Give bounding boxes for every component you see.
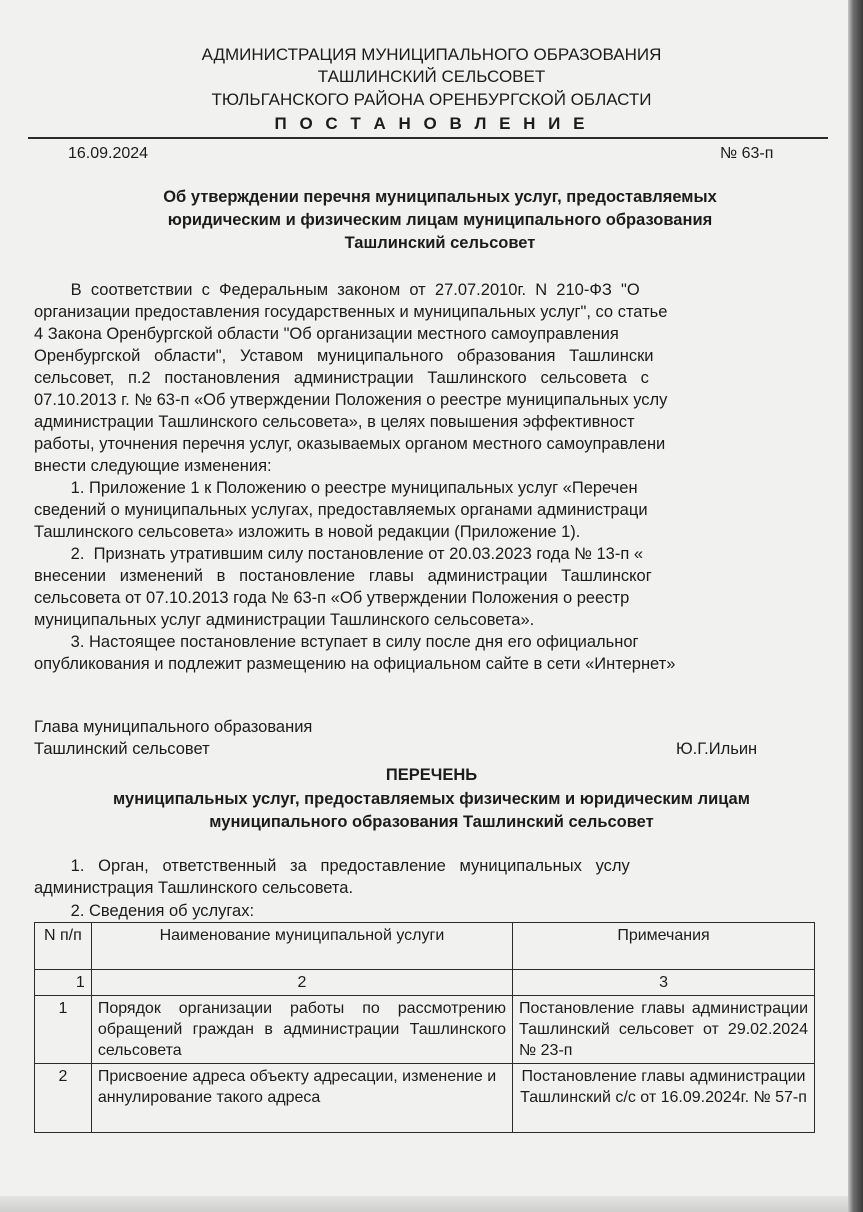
body-line: Ташлинского сельсовета» изложить в новой редакции (Приложение 1). [34,523,581,541]
body-line: внести следующие изменения: [34,457,272,475]
body-line: 07.10.2013 г. № 63-п «Об утверждении Положения о реестре муниципальных услу [34,391,668,409]
document-type: П О С Т А Н О В Л Е Н И Е [274,114,589,133]
body-line: опубликования и подлежит размещению на официальном сайте в сети «Интернет» [34,655,676,673]
numbering-cell: 3 [513,970,815,996]
table-row [35,996,815,1064]
list-subheading-1: муниципальных услуг, предоставляемых физическим и юридическим лицам [113,790,750,808]
body-line: сельсовет, п.2 постановления администрации Ташлинского сельсовета с [34,369,649,387]
body-line: 1. Приложение 1 к Положению о реестре муниципальных услуг «Перечен [34,479,638,497]
services-table [34,922,815,1133]
header-number: N п/п [35,923,92,970]
body-line: В соответствии с Федеральным законом от 27.07.2010г. N 210-ФЗ "О [34,281,640,299]
row-note: Постановление главы администрации Ташлинский с/с от 16.09.2024г. № 57-п [513,1064,815,1133]
list-item-2: 2. Сведения об услугах: [34,902,255,920]
row-number: 1 [35,996,92,1064]
header-divider [28,137,828,139]
body-line: работы, уточнения перечня услуг, оказываемых органом местного самоуправлени [34,435,666,453]
list-item-1b: администрация Ташлинского сельсовета. [34,879,354,897]
body-line: сельсовета от 07.10.2013 года № 63-п «Об утверждении Положения о реестр [34,589,630,607]
numbering-cell: 1 [35,970,92,996]
signature-org: Ташлинский сельсовет [34,740,210,758]
numbering-cell: 2 [91,970,512,996]
signature-name: Ю.Г.Ильин [676,740,758,758]
body-line: внесении изменений в постановление главы администрации Ташлинског [34,567,652,585]
body-line: администрации Ташлинского сельсовета», в целях повышения эффективност [34,413,635,431]
body-line: организации предоставления государственных и муниципальных услуг", со статье [34,303,668,321]
header-line-2: ТАШЛИНСКИЙ СЕЛЬСОВЕТ [317,67,546,86]
body-line: Оренбургской области", Уставом муниципального образования Ташлински [34,347,654,365]
signature-title: Глава муниципального образования [34,718,313,736]
body-line: 3. Настоящее постановление вступает в силу после дня его официальног [34,633,639,651]
table-numbering-row [35,970,815,996]
list-subheading-2: муниципального образования Ташлинский сельсовет [209,813,654,831]
header-line-1: АДМИНИСТРАЦИЯ МУНИЦИПАЛЬНОГО ОБРАЗОВАНИЯ [201,45,662,64]
document-title-line-3: Ташлинский сельсовет [344,234,536,252]
row-service-name: Порядок организации работы по рассмотрению обращений граждан в администрации Ташлинского сельсовета [91,996,512,1064]
list-heading: ПЕРЕЧЕНЬ [385,766,478,784]
document-title-line-1: Об утверждении перечня муниципальных услуг, предоставляемых [163,188,717,206]
body-line: муниципальных услуг администрации Ташлинского сельсовета». [34,611,535,629]
document-title-line-2: юридическим и физическим лицам муниципального образования [167,211,713,229]
table-row [35,1064,815,1133]
body-line: 2. Признать утратившим силу постановление от 20.03.2023 года № 13-п « [34,545,644,563]
body-line: 4 Закона Оренбургской области "Об организации местного самоуправления [34,325,619,343]
header-service-name: Наименование муниципальной услуги [91,923,512,970]
row-number: 2 [35,1064,92,1133]
document-number: № 63-п [720,145,774,162]
document-date: 16.09.2024 [68,145,149,162]
page-bottom-fold [0,1196,850,1212]
row-note: Постановление главы администрации Ташлинский сельсовет от 29.02.2024 № 23-п [513,996,815,1064]
header-line-3: ТЮЛЬГАНСКОГО РАЙОНА ОРЕНБУРГСКОЙ ОБЛАСТИ [211,90,652,109]
header-notes: Примечания [513,923,815,970]
row-service-name: Присвоение адреса объекту адресации, изменение и аннулирование такого адреса [91,1064,512,1133]
body-line: сведений о муниципальных услугах, предоставляемых органами администраци [34,501,648,519]
table-header-row [35,923,815,970]
page-edge-shadow [848,0,863,1212]
list-item-1a: 1. Орган, ответственный за предоставление муниципальных услу [34,857,630,875]
